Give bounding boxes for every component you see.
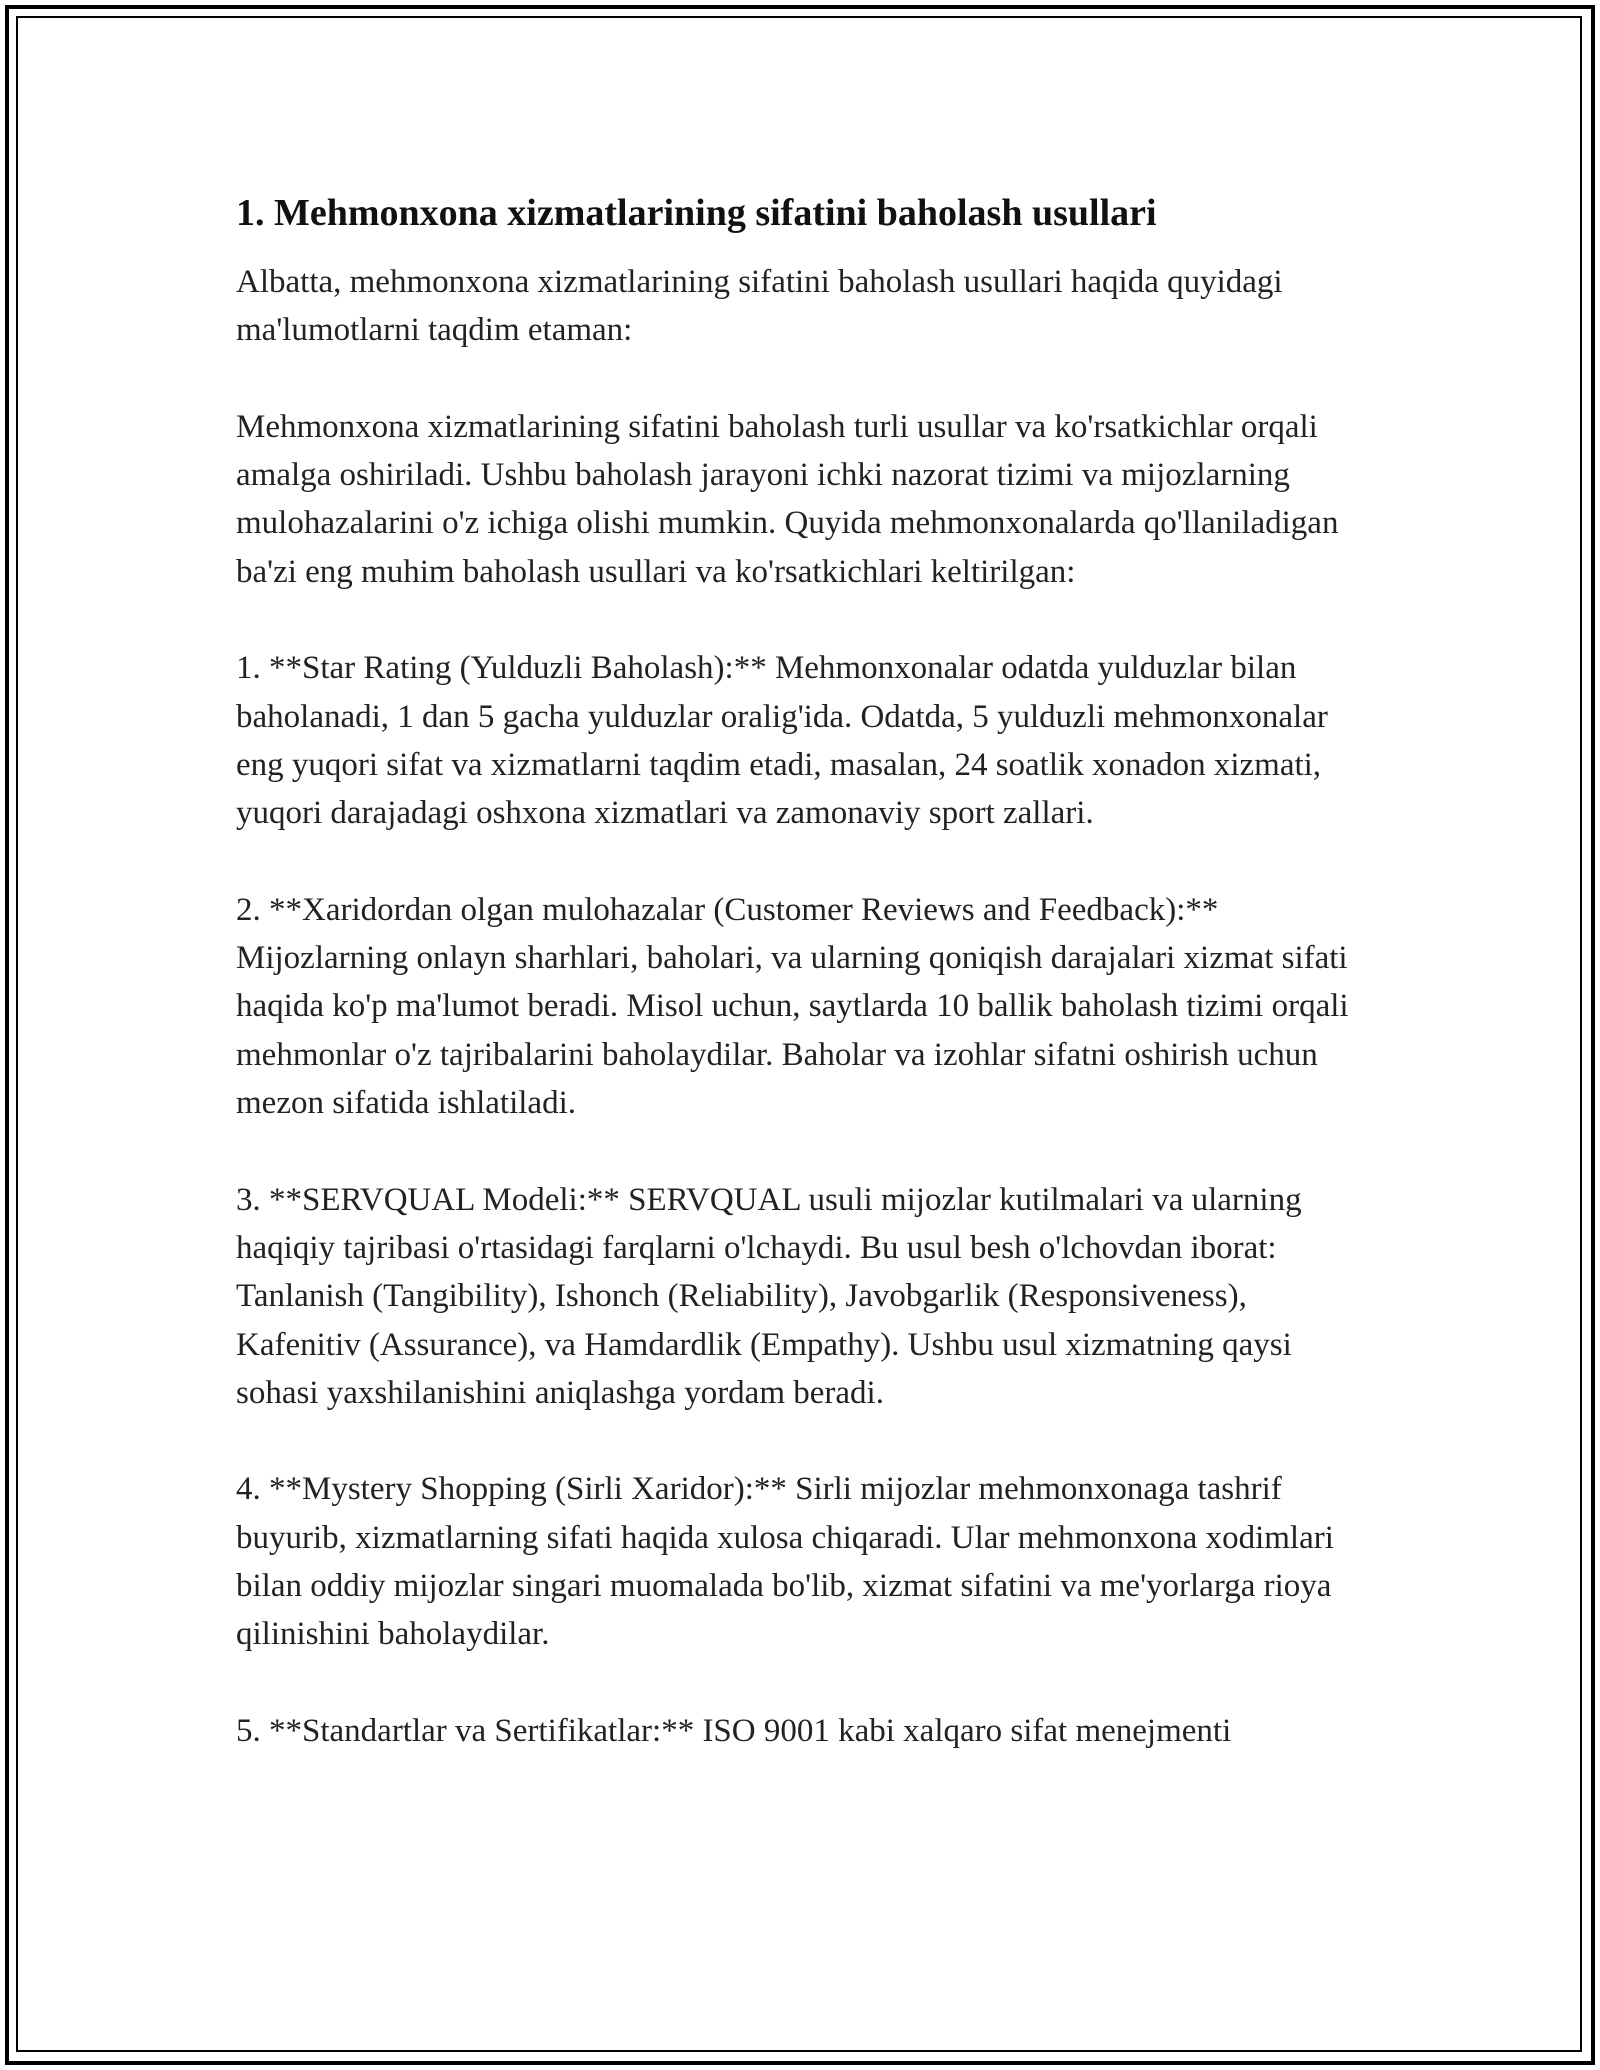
list-item-star-rating: 1. **Star Rating (Yulduzli Baholash):** Mehmonxonalar odatda yulduzlar bilan baholanadi, 1 dan 5 gacha yulduzlar oralig'ida. Odatda, 5 yulduzli mehmonxonalar eng yuqori sifat va xizmatlarni taqdim etadi, masalan, 24 soatlik xonadon xizmati, yuqori darajadagi oshxona xizmatlari va zamonaviy sport zallari. (236, 650, 1328, 832)
document-title: 1. Mehmonxona xizmatlarining sifatini baholash usullari (236, 192, 1157, 234)
paragraph-overview: Mehmonxona xizmatlarining sifatini baholash turli usullar va ko'rsatkichlar orqali amalga oshiriladi. Ushbu baholash jarayoni ichki nazorat tizimi va mijozlarning mulohazalarini o'z ichiga olishi mumkin. Quyida mehmonxonalarda qo'llaniladigan ba'zi eng muhim baholash usullari va ko'rsatkichlari keltirilgan: (236, 408, 1339, 590)
list-item-standards: 5. **Standartlar va Sertifikatlar:** ISO 9001 kabi xalqaro sifat menejmenti (236, 1712, 1232, 1749)
paragraph-intro: Albatta, mehmonxona xizmatlarining sifatini baholash usullari haqida quyidagi ma'lumotlarni taqdim etaman: (236, 264, 1283, 349)
list-item-mystery-shopping: 4. **Mystery Shopping (Sirli Xaridor):** Sirli mijozlar mehmonxonaga tashrif buyurib, xizmatlarning sifati haqida xulosa chiqaradi. Ular mehmonxona xodimlari bilan oddiy mijozlar singari muomalada bo'lib, xizmat sifatini va me'yorlarga rioya qilinishini baholaydilar. (236, 1471, 1334, 1653)
document-body (236, 186, 1376, 1804)
list-item-customer-reviews: 2. **Xaridordan olgan mulohazalar (Customer Reviews and Feedback):** Mijozlarning onlayn sharhlari, baholari, va ularning qoniqish darajalari xizmat sifati haqida ko'p ma'lumot beradi. Misol uchun, saytlarda 10 ballik baholash tizimi orqali mehmonlar o'z tajribalarini baholaydilar. Baholar va izohlar sifatni oshirish uchun mezon sifatida ishlatiladi. (236, 891, 1349, 1122)
list-item-servqual: 3. **SERVQUAL Modeli:** SERVQUAL usuli mijozlar kutilmalari va ularning haqiqiy tajribasi o'rtasidagi farqlarni o'lchaydi. Bu usul besh o'lchovdan iborat: Tanlanish (Tangibility), Ishonch (Reliability), Javobgarlik (Responsiveness), Kafenitiv (Assurance), va Hamdardlik (Empathy). Ushbu usul xizmatning qaysi sohasi yaxshilanishini aniqlashga yordam beradi. (236, 1181, 1302, 1411)
